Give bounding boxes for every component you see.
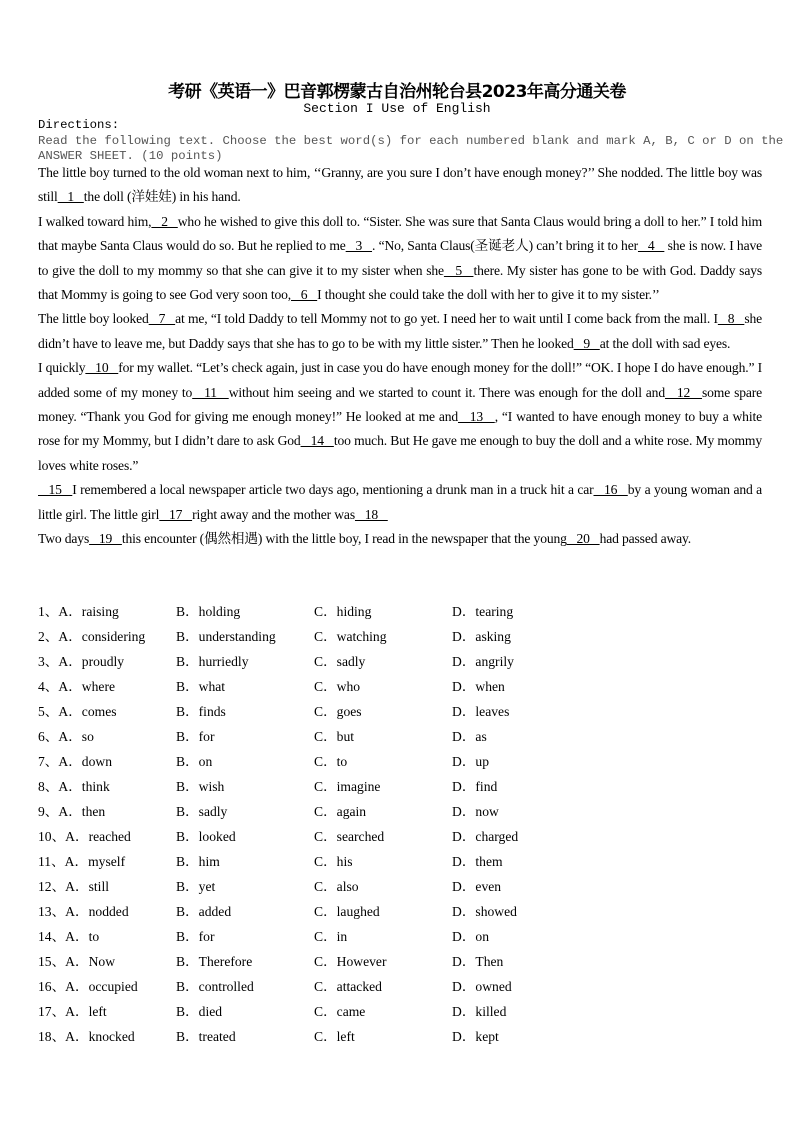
passage-text: too much. But He gave me enough to buy the doll and a white rose. My mommy loves white roses.” — [38, 433, 762, 473]
question-options-row — [38, 624, 758, 649]
option-a: 5、A．comes — [38, 704, 117, 719]
option-b: B．died — [176, 1004, 223, 1019]
numbered-blank: 7 — [148, 311, 176, 327]
option-d: D．kept — [452, 1029, 499, 1044]
option-d: D．Then — [452, 954, 504, 969]
option-d: D．charged — [452, 829, 519, 844]
option-a: 12、A．still — [38, 879, 109, 894]
question-options-row — [38, 724, 758, 749]
numbered-blank: 15 — [38, 482, 73, 498]
option-c: C．imagine — [314, 779, 381, 794]
option-b: B．treated — [176, 1029, 236, 1044]
option-d: D．as — [452, 729, 487, 744]
passage-text: she is now. I have to give the doll to my mommy so that she can give it to my sister when she — [38, 238, 762, 278]
option-b: B．looked — [176, 829, 236, 844]
question-options-row — [38, 974, 758, 999]
numbered-blank: 20 — [566, 531, 600, 547]
passage-text: had passed away. — [599, 531, 692, 547]
numbered-blank: 14 — [300, 433, 334, 449]
option-b: B．controlled — [176, 979, 254, 994]
numbered-blank: 5 — [443, 262, 474, 278]
passage-text: without him seeing and we started to count it. There was enough for the doll and — [228, 384, 665, 400]
option-a: 6、A．so — [38, 729, 94, 744]
question-options-row — [38, 1024, 758, 1049]
option-a: 8、A．think — [38, 779, 110, 794]
option-c: C．However — [314, 954, 387, 969]
option-b: B．hurriedly — [176, 654, 249, 669]
numbered-blank: 13 — [458, 409, 495, 425]
passage-text: there. My sister has gone to be with God. Daddy says that Mommy is going to see God very soon too, — [38, 262, 762, 303]
passage-paragraph — [38, 478, 762, 527]
option-d: D．killed — [452, 1004, 507, 1019]
question-options-row — [38, 874, 758, 899]
option-d: D．tearing — [452, 604, 514, 619]
question-options-row — [38, 924, 758, 949]
question-options-row — [38, 674, 758, 699]
option-c: C．searched — [314, 829, 385, 844]
passage-text: . “No, Santa Claus(圣诞老人) can’t bring it to her — [372, 238, 638, 254]
option-d: D．even — [452, 879, 502, 894]
numbered-blank: 10 — [85, 360, 119, 376]
passage-text: I thought she could take the doll with her to give it to my sister.’’ — [317, 287, 660, 303]
option-a: 7、A．down — [38, 754, 113, 769]
question-options-row — [38, 799, 758, 824]
passage-text: The little boy looked — [38, 311, 149, 327]
numbered-blank: 16 — [593, 482, 628, 498]
passage-text: she didn’t have to leave me, but Daddy says that she has to go to be with my little sister.” Then he looked — [38, 311, 763, 351]
option-b: B．him — [176, 854, 220, 869]
numbered-blank: 8 — [717, 311, 745, 327]
option-d: D．asking — [452, 629, 511, 644]
passage-text: The little boy turned to the old woman next to him, ‘‘Granny, are you sure I don’t have enough money?’’ She nodded. The little boy was still — [38, 165, 762, 205]
option-c: C．watching — [314, 629, 387, 644]
option-b: B．sadly — [176, 804, 228, 819]
option-d: D．angrily — [452, 654, 514, 669]
option-a: 15、A．Now — [38, 954, 116, 969]
option-b: B．for — [176, 729, 215, 744]
passage-text: I remembered a local newspaper article two days ago, mentioning a drunk man in a truck hit a car — [72, 482, 594, 498]
option-a: 1、A．raising — [38, 604, 119, 619]
option-b: B．added — [176, 904, 232, 919]
passage-text: I walked toward him, — [38, 213, 152, 229]
option-d: D．showed — [452, 904, 517, 919]
option-c: C．in — [314, 929, 348, 944]
option-d: D．find — [452, 779, 498, 794]
section-heading: Section I Use of English — [303, 101, 491, 116]
passage-text: Two days — [38, 531, 90, 547]
option-c: C．again — [314, 804, 367, 819]
option-a: 3、A．proudly — [38, 654, 125, 669]
numbered-blank: 9 — [573, 335, 600, 351]
passage-text: right away and the mother was — [192, 506, 355, 522]
question-options-row — [38, 849, 758, 874]
numbered-blank: 12 — [664, 384, 703, 400]
passage-paragraph — [38, 527, 762, 551]
option-c: C．who — [314, 679, 361, 694]
option-a: 14、A．to — [38, 929, 100, 944]
option-a: 16、A．occupied — [38, 979, 138, 994]
option-d: D．up — [452, 754, 490, 769]
question-options-row — [38, 899, 758, 924]
option-d: D．on — [452, 929, 490, 944]
option-a: 2、A．considering — [38, 629, 146, 644]
option-a: 10、A．reached — [38, 829, 131, 844]
option-b: B．for — [176, 929, 215, 944]
option-b: B．Therefore — [176, 954, 253, 969]
question-options-row — [38, 999, 758, 1024]
option-b: B．wish — [176, 779, 225, 794]
question-options-row — [38, 824, 758, 849]
option-c: C．laughed — [314, 904, 380, 919]
numbered-blank: 4 — [637, 238, 665, 254]
numbered-blank: 19 — [89, 531, 122, 547]
numbered-blank: 17 — [159, 506, 193, 522]
option-d: D．leaves — [452, 704, 510, 719]
option-c: C．goes — [314, 704, 362, 719]
option-c: C．sadly — [314, 654, 366, 669]
directions-text: Read the following text. Choose the best word(s) for each numbered blank and mark A, B, C or D on the ANSWER SHEET. (10 points) — [38, 134, 784, 163]
option-c: C．attacked — [314, 979, 382, 994]
cloze-passage — [38, 161, 762, 552]
numbered-blank: 6 — [291, 287, 318, 303]
numbered-blank: 2 — [151, 213, 178, 229]
option-b: B．holding — [176, 604, 241, 619]
option-c: C．came — [314, 1004, 366, 1019]
passage-text: at the doll with sad eyes. — [599, 335, 731, 351]
numbered-blank: 11 — [192, 384, 229, 400]
passage-text: the doll (洋娃娃) in his hand. — [83, 189, 241, 205]
option-d: D．owned — [452, 979, 512, 994]
option-a: 17、A．left — [38, 1004, 107, 1019]
question-options-row — [38, 949, 758, 974]
passage-text: , “I wanted to have enough money to buy a white rose for my Mommy, but I didn’t dare to ask God — [38, 409, 762, 449]
passage-text: I quickly — [38, 360, 86, 376]
option-a: 18、A．knocked — [38, 1029, 135, 1044]
numbered-blank: 18 — [354, 506, 388, 522]
question-options-row — [38, 749, 758, 774]
passage-text: who he wished to give this doll to. “Sister. She was sure that Santa Claus would bring a doll to her.” I told him that maybe Santa Claus would do so. But he replied to me — [38, 213, 763, 254]
option-b: B．yet — [176, 879, 216, 894]
question-options-row — [38, 599, 758, 624]
passage-text: this encounter (偶然相遇) with the little boy, I read in the newspaper that the young — [121, 531, 567, 547]
option-c: C．but — [314, 729, 355, 744]
option-d: D．them — [452, 854, 503, 869]
passage-paragraph — [38, 210, 762, 308]
passage-text: at me, “I told Daddy to tell Mommy not to go yet. I need her to wait until I come back from the mall. I — [175, 311, 718, 327]
option-b: B．finds — [176, 704, 226, 719]
option-c: C．his — [314, 854, 353, 869]
question-options-row — [38, 774, 758, 799]
passage-text: for my wallet. “Let’s check again, just in case you do have enough money for the doll!” “OK. I hope I do have enough.” I added some of my money to — [38, 360, 762, 400]
numbered-blank: 1 — [57, 189, 84, 205]
option-c: C．to — [314, 754, 348, 769]
option-b: B．what — [176, 679, 226, 694]
option-a: 4、A．where — [38, 679, 116, 694]
option-a: 11、A．myself — [38, 854, 126, 869]
question-options-row — [38, 649, 758, 674]
option-d: D．when — [452, 679, 505, 694]
directions-label: Directions: — [38, 118, 120, 132]
question-options-row — [38, 699, 758, 724]
passage-text: by a young woman and a little girl. The little girl — [38, 482, 763, 522]
answer-options — [38, 599, 758, 1049]
passage-paragraph — [38, 307, 762, 356]
passage-text: some spare money. “Thank you God for giving me enough money!” He looked at me and — [38, 384, 762, 425]
option-b: B．understanding — [176, 629, 276, 644]
option-a: 9、A．then — [38, 804, 106, 819]
option-c: C．hiding — [314, 604, 372, 619]
option-a: 13、A．nodded — [38, 904, 129, 919]
passage-paragraph — [38, 356, 762, 478]
option-b: B．on — [176, 754, 213, 769]
numbered-blank: 3 — [345, 238, 373, 254]
passage-paragraph — [38, 161, 762, 210]
page-title: 考研《英语一》巴音郭楞蒙古自治州轮台县2023年高分通关卷 — [168, 82, 626, 102]
option-c: C．also — [314, 879, 359, 894]
option-c: C．left — [314, 1029, 355, 1044]
option-d: D．now — [452, 804, 499, 819]
